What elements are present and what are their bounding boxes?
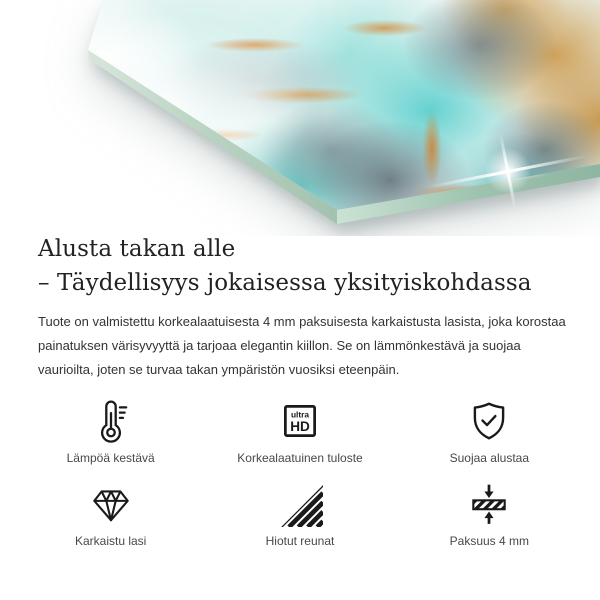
feature-label: Karkaistu lasi <box>74 534 147 548</box>
ultra-hd-icon <box>277 398 323 444</box>
feature-item-protects-surface <box>395 398 584 465</box>
section-title <box>38 232 566 300</box>
feature-label: Suojaa alustaa <box>449 451 530 465</box>
glass-panel <box>0 0 600 236</box>
product-hero-image <box>0 0 600 236</box>
diamond-icon <box>88 481 134 527</box>
section-title-line2: – Täydellisyys jokaisessa yksityiskohdassa <box>38 270 532 296</box>
product-info-section <box>0 232 600 382</box>
thickness-icon <box>466 481 512 527</box>
polished-edges-icon <box>277 481 323 527</box>
feature-label: Lämpöä kestävä <box>66 451 155 465</box>
feature-item-tempered-glass <box>16 481 205 548</box>
feature-label: Paksuus 4 mm <box>449 534 529 548</box>
feature-label: Korkealaatuinen tuloste <box>237 451 363 465</box>
feature-item-polished-edges <box>205 481 394 548</box>
shield-check-icon <box>466 398 512 444</box>
feature-item-print-quality <box>205 398 394 465</box>
ultra-hd-badge-bottom: HD <box>290 418 310 434</box>
feature-item-thickness <box>395 481 584 548</box>
section-title-line1: Alusta takan alle <box>38 236 236 262</box>
thermometer-icon <box>88 398 134 444</box>
ultra-hd-badge-top: ultra <box>290 409 310 420</box>
product-description: Tuote on valmistettu korkealaatuisesta 4 mm paksuisesta karkaistusta lasista, joka korostaa painatuksen värisyvyyttä ja tarjoaa elegantin kiillon. Se on lämmönkestävä ja suojaa vaurioilta, joten se turvaa takan ympäristön vuosiksi eteenpäin. <box>38 314 566 377</box>
glass-panel-face <box>0 0 600 236</box>
feature-grid <box>0 398 600 548</box>
feature-label: Hiotut reunat <box>265 534 335 548</box>
feature-item-heat-resistant <box>16 398 205 465</box>
